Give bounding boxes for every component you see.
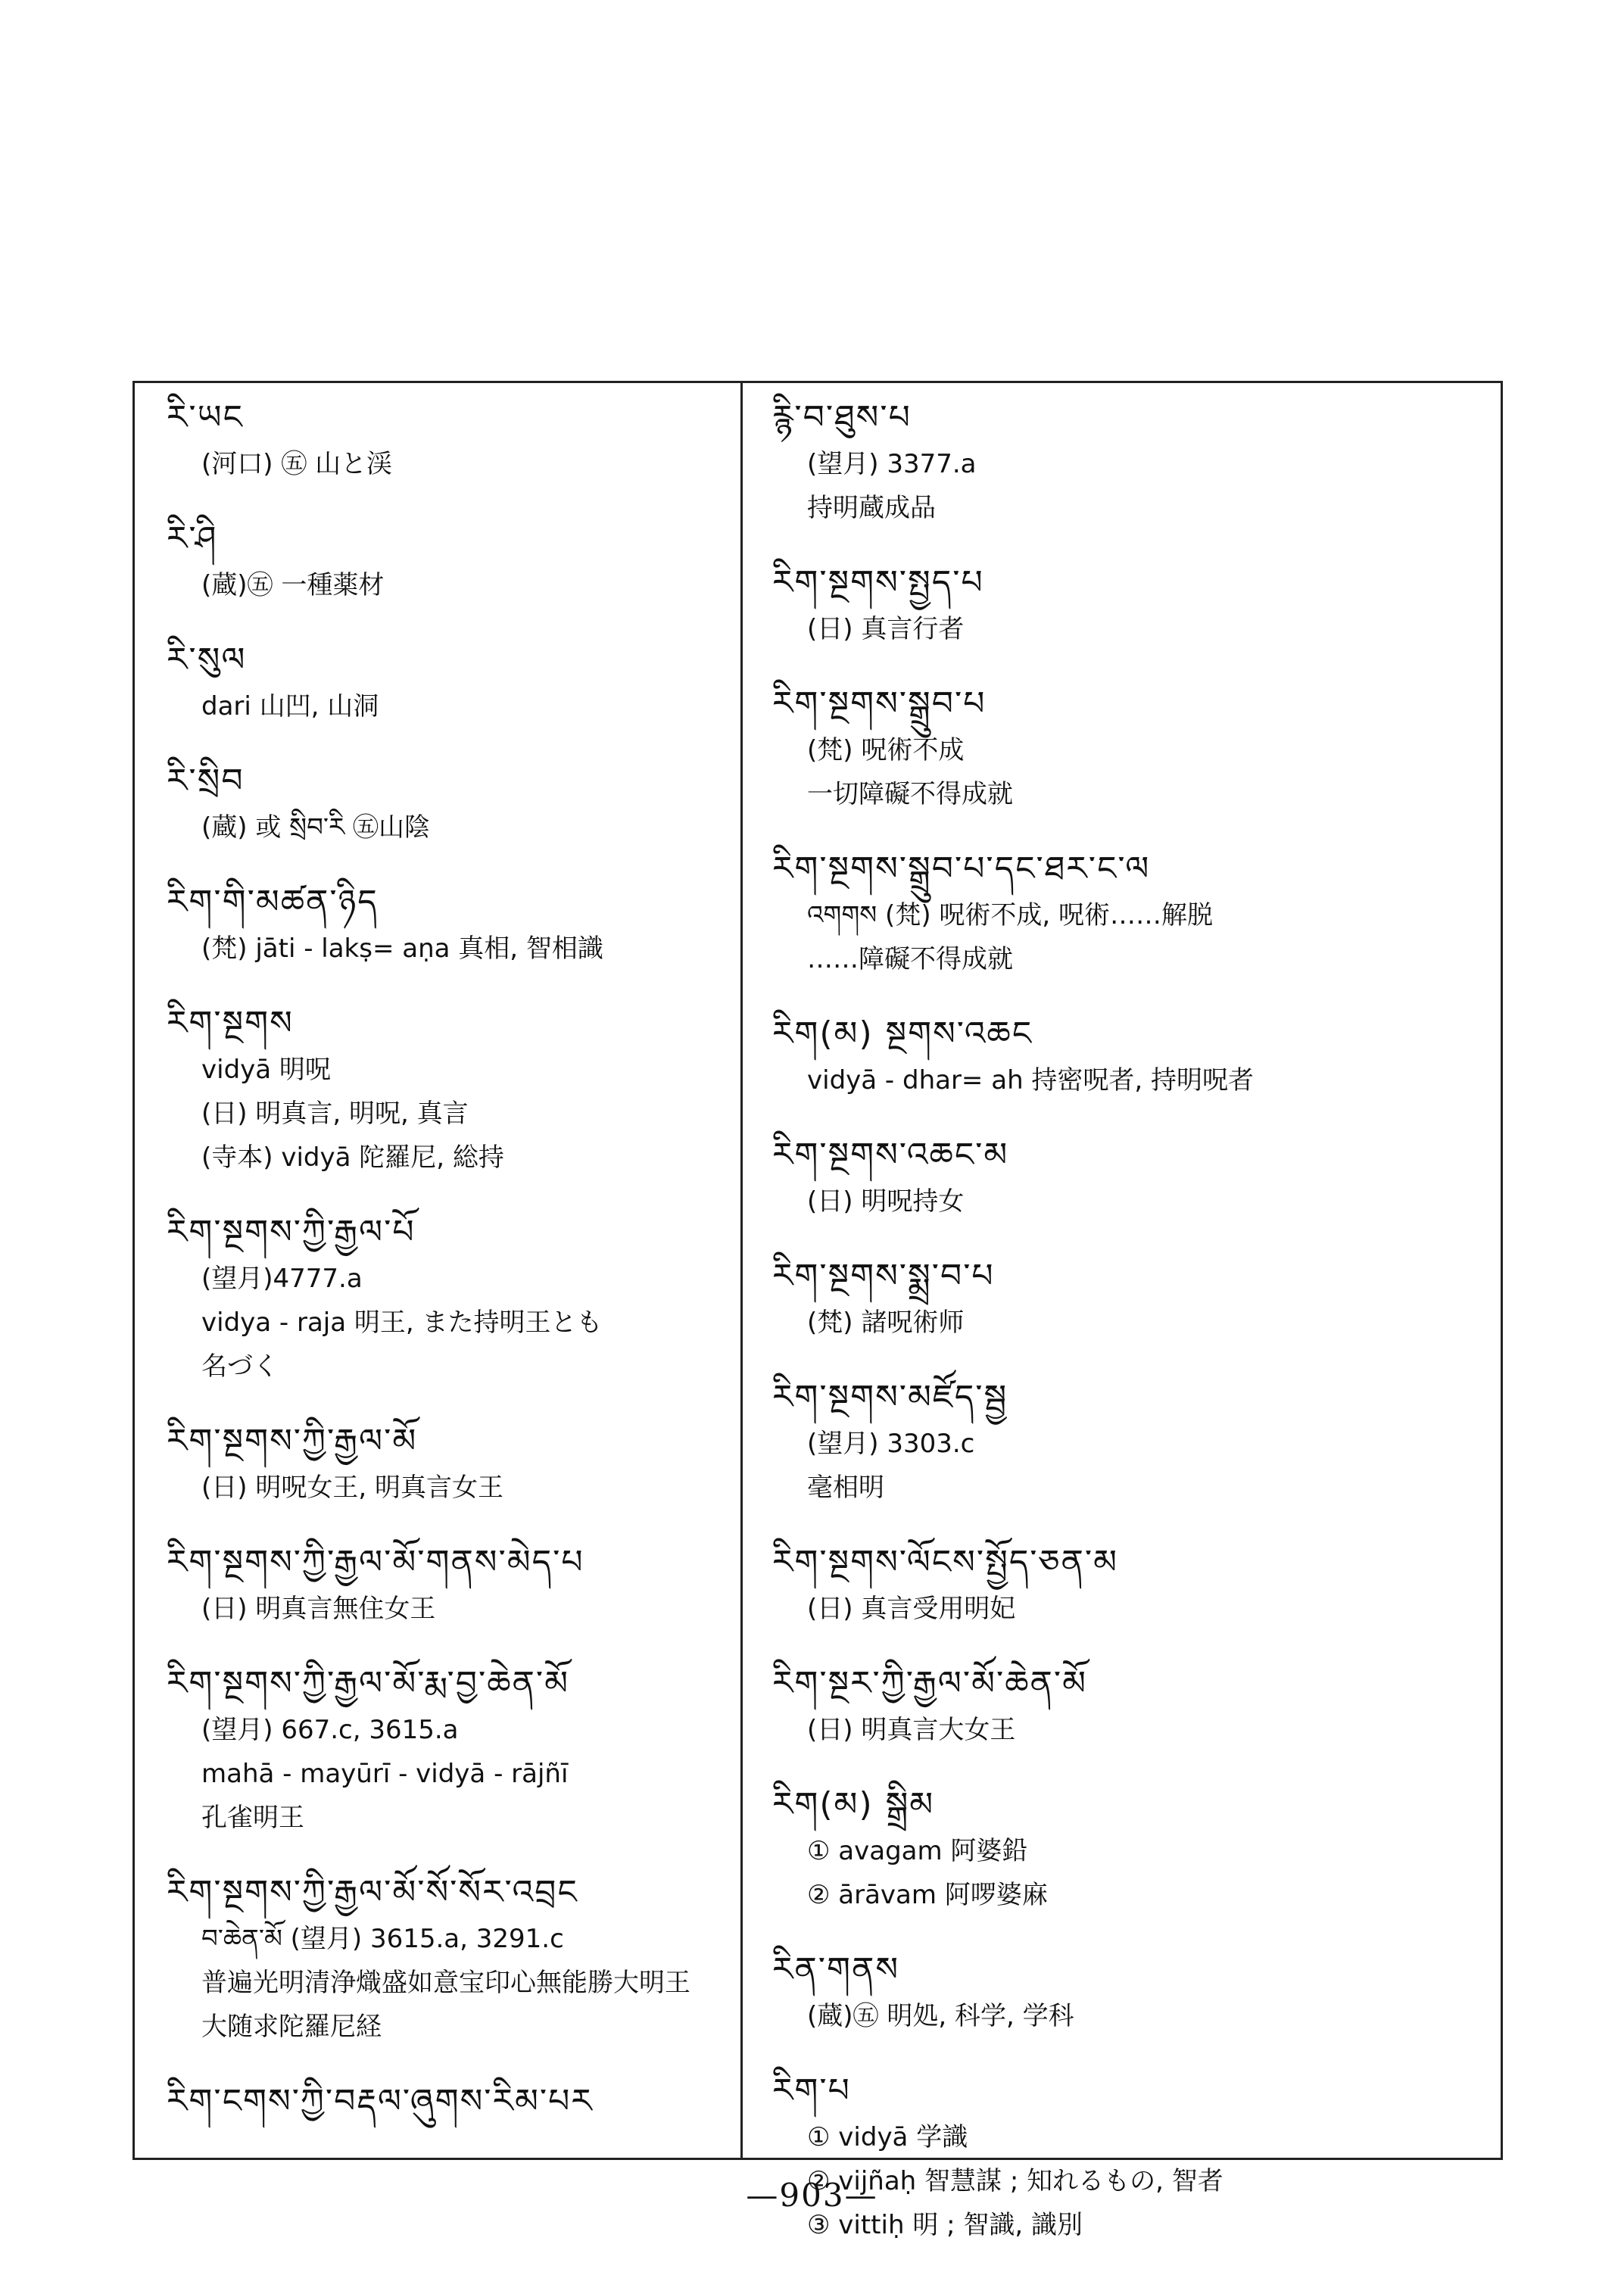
- entry-definition-line: 持明蔵成品: [807, 493, 936, 523]
- entry-definition-line: (蔵)㊄ 明処, 科学, 学科: [807, 2001, 1074, 2031]
- dictionary-entry: [772, 1373, 1363, 1510]
- dictionary-entry: [772, 845, 1363, 981]
- dictionary-entry: [772, 559, 1363, 651]
- entry-headword: རི་སུལ: [167, 641, 247, 679]
- dictionary-entry: [167, 1417, 757, 1510]
- dictionary-entry: [772, 1660, 1363, 1752]
- entry-definition-line: 毫相明: [807, 1473, 884, 1503]
- entry-definition-line: vidyā 明呪: [201, 1055, 331, 1085]
- dictionary-entry: [167, 636, 757, 728]
- dictionary-entry: [167, 2077, 757, 2126]
- dictionary-entry: [772, 1131, 1363, 1223]
- entry-headword: རི་སྲིབ: [167, 762, 245, 800]
- entry-headword: རིག་སྔགས་སྨྲ་བ་པ: [772, 1257, 995, 1295]
- dictionary-entry: [772, 1781, 1363, 1917]
- entry-headword: རིག་སྔགས་ཀྱི་རྒྱལ་མོ: [167, 1422, 418, 1460]
- entry-definition-line: (望月) 667.c, 3615.a: [201, 1715, 459, 1745]
- entry-definition-line: 普遍光明清浄熾盛如意宝印心無能勝大明王: [201, 1968, 690, 1998]
- dictionary-entry: [772, 1946, 1363, 2038]
- entry-definition-line: (梵) 呪術不成: [807, 735, 965, 765]
- entry-definition-line: འགགས (梵) 呪術不成, 呪術……解脱: [807, 900, 1214, 930]
- entry-definition-line: བ་ཆེན་མོ (望月) 3615.a, 3291.c: [201, 1924, 564, 1954]
- dictionary-entry: [772, 1252, 1363, 1345]
- dictionary-entry: [167, 515, 757, 607]
- entry-headword: རིག་ངགས་ཀྱི་བརྡལ་ཞུགས་རིམ་པར: [167, 2082, 594, 2121]
- entry-headword: རིག་གི་མཚན་ཉིད: [167, 883, 379, 921]
- right-column: [772, 394, 1363, 2276]
- dictionary-entry: [772, 1010, 1363, 1102]
- entry-definition-line: ③ vittiḥ 明 ; 智識, 識別: [807, 2210, 1083, 2240]
- entry-headword: རིག་སྔགས: [167, 1004, 294, 1043]
- entry-definition-line: 孔雀明王: [201, 1803, 304, 1833]
- entry-headword: རྙི་བ་ཐུས་པ: [772, 398, 912, 437]
- dictionary-entry: [772, 394, 1363, 530]
- entry-definition-line: (日) 明真言, 明呪, 真言: [201, 1099, 469, 1129]
- dictionary-entry: [772, 680, 1363, 816]
- entry-headword: རི་ཤི: [167, 519, 218, 558]
- entry-definition-line: ② ārāvam 阿啰婆麻: [807, 1880, 1048, 1910]
- dictionary-entry: [167, 999, 757, 1180]
- entry-definition-line: vidyā - dhar= ah 持密呪者, 持明呪者: [807, 1065, 1255, 1096]
- entry-definition-line: (河口) ㊄ 山と渓: [201, 449, 393, 479]
- entry-definition-line: (望月) 3377.a: [807, 449, 977, 479]
- entry-headword: རིག་སྔར་ཀྱི་རྒྱལ་མོ་ཆེན་མོ: [772, 1664, 1088, 1703]
- entry-definition-line: (日) 真言行者: [807, 614, 965, 644]
- entry-definition-line: mahā - mayūrī - vidyā - rājñī: [201, 1759, 569, 1789]
- dictionary-entry: [167, 878, 757, 971]
- entry-headword: རིག་སྔགས་འཆང་མ: [772, 1136, 1009, 1174]
- entry-definition-line: 大随求陀羅尼経: [201, 2012, 382, 2042]
- left-column: [167, 394, 757, 2155]
- entry-definition-line: (梵) 諸呪術师: [807, 1308, 965, 1338]
- dictionary-entry: [167, 1660, 757, 1840]
- entry-headword: རིག་སྔགས་ཀྱི་རྒྱལ་པོ: [167, 1213, 416, 1251]
- entry-definition-line: ……障礙不得成就: [807, 944, 1013, 974]
- entry-definition-line: (望月) 3303.c: [807, 1429, 975, 1459]
- entry-definition-line: (寺本) vidyā 陀羅尼, 総持: [201, 1142, 504, 1173]
- entry-headword: རིག(མ) སྒྲིམ: [772, 1785, 935, 1824]
- entry-definition-line: ② vijñaḥ 智慧謀 ; 知れるもの, 智者: [807, 2166, 1223, 2196]
- entry-headword: རིག(མ) སྔགས་འཆང: [772, 1015, 1033, 1053]
- entry-definition-line: (日) 明真言大女王: [807, 1715, 1016, 1745]
- dictionary-entry: [167, 1538, 757, 1631]
- page-number: —903—: [746, 2177, 878, 2214]
- entry-headword: རིག་སྔགས་སྒྲུབ་པ: [772, 684, 987, 723]
- entry-headword: རིན་གནས: [772, 1950, 900, 1989]
- entry-definition-line: ① avagam 阿婆鉛: [807, 1836, 1028, 1866]
- entry-definition-line: (蔵)㊄ 一種薬材: [201, 570, 385, 600]
- entry-definition-line: (日) 明呪持女: [807, 1186, 965, 1217]
- entry-definition-line: (蔵) 或 སྲིབ་རི ㊄山陰: [201, 812, 431, 843]
- entry-definition-line: 名づく: [201, 1351, 279, 1382]
- entry-headword: རིག་སྔགས་ཀྱི་རྒྱལ་མོ་གནས་མེད་པ: [167, 1543, 584, 1582]
- entry-definition-line: (梵) jāti - lakṣ= aṇa 真相, 智相識: [201, 933, 603, 964]
- entry-headword: རིག་སྔགས་ཀྱི་རྒྱལ་མོ་སོ་སོར་འབྲང: [167, 1873, 578, 1912]
- entry-headword: རིག་པ: [772, 2071, 851, 2110]
- entry-definition-line: vidya - raja 明王, また持明王とも: [201, 1308, 603, 1338]
- entry-headword: རིག་སྔགས་མཛོད་སྦྱ: [772, 1378, 1008, 1417]
- dictionary-entry: [167, 394, 757, 486]
- entry-headword: རིག་སྔགས་ལོངས་སྤྱོད་ཅན་མ: [772, 1543, 1118, 1582]
- entry-definition-line: (日) 真言受用明妃: [807, 1594, 1016, 1624]
- dictionary-entry: [167, 1208, 757, 1389]
- dictionary-entry: [167, 1869, 757, 2049]
- entry-definition-line: dari 山凹, 山洞: [201, 691, 379, 722]
- entry-headword: རིག་སྔགས་སྒྲུབ་པ་དང་ཐར་ང་ལ: [772, 849, 1151, 888]
- entry-headword: རི་ཡང: [167, 398, 244, 437]
- dictionary-entry: [772, 2067, 1363, 2247]
- entry-definition-line: ① vidyā 学識: [807, 2122, 968, 2152]
- entry-definition-line: (日) 明呪女王, 明真言女王: [201, 1473, 503, 1503]
- entry-definition-line: (望月)4777.a: [201, 1264, 363, 1294]
- dictionary-entry: [167, 757, 757, 849]
- entry-definition-line: 一切障礙不得成就: [807, 779, 1013, 809]
- entry-definition-line: (日) 明真言無住女王: [201, 1594, 436, 1624]
- entry-headword: རིག་སྔགས་སྤྱད་པ: [772, 563, 984, 602]
- dictionary-entry: [772, 1538, 1363, 1631]
- entry-headword: རིག་སྔགས་ཀྱི་རྒྱལ་མོ་རྨ་བྱ་ཆེན་མོ: [167, 1664, 570, 1703]
